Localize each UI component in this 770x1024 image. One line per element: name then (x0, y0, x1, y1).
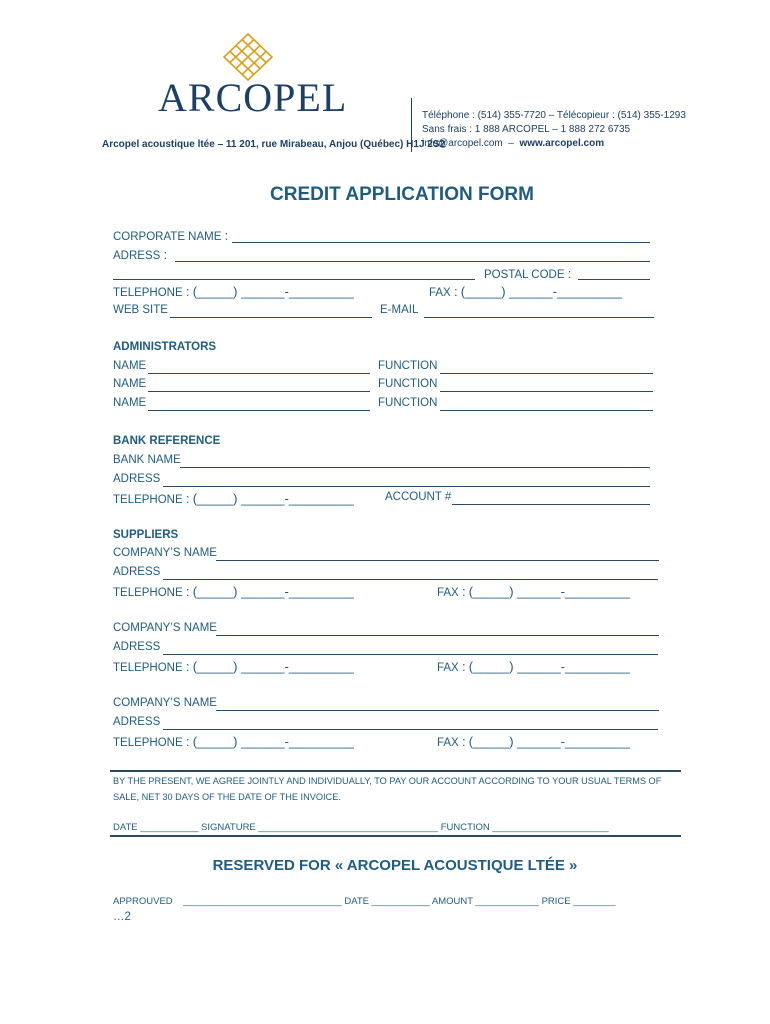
price-field[interactable]: ________ (573, 896, 616, 907)
account-label: ACCOUNT # (385, 491, 452, 503)
supplier-adress-field-2[interactable] (163, 654, 658, 655)
colon: : (461, 659, 466, 674)
signature-field[interactable]: __________________________________ (258, 822, 439, 833)
supplier-telephone-row-3 (113, 734, 354, 749)
website-link[interactable]: www.arcopel.com (519, 138, 605, 149)
admin-function-field-3[interactable] (440, 410, 653, 411)
colon: : (224, 228, 229, 243)
bank-name-label: BANK NAME (113, 454, 181, 466)
colon: : (461, 734, 466, 749)
contact-phone: Téléphone : (514) 355-7720 – Télécopieur : (514) 355-1293 (422, 110, 686, 121)
amount-label: AMOUNT (431, 896, 473, 907)
contact-separator: – (502, 138, 520, 149)
contact-tollfree: Sans frais : 1 888 ARCOPEL – 1 888 272 6735 (422, 124, 631, 135)
account-field[interactable] (452, 504, 650, 505)
supplier-adress-label-3: ADRESS (113, 716, 161, 728)
supplier-telephone-row-1 (113, 584, 354, 599)
supplier-fax-field-2[interactable]: (_____) ______-_________ (468, 659, 630, 674)
agreement-text-line-2: SALE, NET 30 DAYS OF THE DATE OF THE INVOICE. (113, 792, 341, 802)
colon: : (453, 284, 458, 299)
bank-telephone-row (113, 491, 354, 506)
website-row (113, 304, 168, 316)
contact-web (422, 138, 604, 149)
adress-row (113, 247, 167, 262)
admin-function-label-3: FUNCTION (378, 397, 438, 409)
postal-code-field[interactable] (578, 279, 650, 280)
bank-adress-label: ADRESS (113, 473, 161, 485)
website-label: WEB SITE (113, 304, 168, 316)
postal-code-label: POSTAL CODE (484, 269, 565, 281)
supplier-company-label-1: COMPANY’S NAME (113, 547, 217, 559)
suppliers-title: SUPPLIERS (113, 529, 179, 541)
supplier-adress-label-2: ADRESS (113, 641, 161, 653)
signature-row (113, 822, 609, 833)
colon: : (185, 491, 190, 506)
reserved-date-label: DATE (344, 896, 370, 907)
supplier-fax-label-3: FAX (437, 737, 459, 749)
colon: : (185, 734, 190, 749)
corporate-name-field[interactable] (232, 242, 650, 243)
admin-name-label-3: NAME (113, 397, 147, 409)
reserved-title: RESERVED FOR « ARCOPEL ACOUSTIQUE LTÉE » (212, 857, 578, 874)
email-label: E-MAIL (380, 304, 419, 316)
agreement-text-line-1: BY THE PRESENT, WE AGREE JOINTLY AND INDIVIDUALLY, TO PAY OUR ACCOUNT ACCORDING TO YOUR USUAL TERMS OF (113, 776, 662, 786)
supplier-telephone-field-1[interactable]: (_____) ______-_________ (192, 584, 354, 599)
adress-field-line-2[interactable] (113, 279, 475, 280)
colon: : (185, 659, 190, 674)
supplier-telephone-field-2[interactable]: (_____) ______-_________ (192, 659, 354, 674)
agreement-date-label: DATE (113, 822, 138, 833)
website-field[interactable] (170, 317, 372, 318)
supplier-fax-field-1[interactable]: (_____) ______-_________ (468, 584, 630, 599)
postal-code-row (484, 266, 571, 281)
bank-adress-field[interactable] (163, 486, 650, 487)
supplier-adress-field-3[interactable] (163, 729, 658, 730)
colon: : (163, 247, 168, 262)
supplier-telephone-label-1: TELEPHONE (113, 587, 183, 599)
bank-telephone-field[interactable]: (_____) ______-_________ (192, 491, 354, 506)
email-link[interactable]: info@arcopel.com (422, 138, 503, 149)
admin-name-label-1: NAME (113, 360, 147, 372)
admin-name-field-2[interactable] (148, 391, 370, 392)
fax-field[interactable]: (_____) ______-_________ (460, 284, 622, 299)
admin-name-field-3[interactable] (148, 410, 370, 411)
supplier-telephone-row-2 (113, 659, 354, 674)
corporate-name-row (113, 228, 228, 243)
adress-label: ADRESS (113, 250, 161, 262)
supplier-company-field-3[interactable] (216, 710, 659, 711)
bank-reference-title: BANK REFERENCE (113, 435, 221, 447)
admin-name-field-1[interactable] (148, 373, 370, 374)
signature-label: SIGNATURE (201, 822, 256, 833)
admin-function-label-1: FUNCTION (378, 360, 438, 372)
supplier-fax-row-2 (437, 659, 630, 674)
supplier-fax-label-2: FAX (437, 662, 459, 674)
supplier-fax-field-3[interactable]: (_____) ______-_________ (468, 734, 630, 749)
fax-label: FAX (429, 287, 451, 299)
supplier-adress-label-1: ADRESS (113, 566, 161, 578)
email-row (380, 304, 418, 316)
adress-field[interactable] (175, 261, 650, 262)
reserved-date-field[interactable]: ___________ (371, 896, 430, 907)
supplier-fax-label-1: FAX (437, 587, 459, 599)
form-title: CREDIT APPLICATION FORM (270, 184, 534, 205)
admin-name-label-2: NAME (113, 378, 147, 390)
supplier-company-field-2[interactable] (216, 635, 659, 636)
agreement-function-field[interactable]: ______________________ (492, 822, 609, 833)
colon: : (185, 584, 190, 599)
telephone-field[interactable]: (_____) ______-_________ (192, 284, 354, 299)
agreement-function-label: FUNCTION (440, 822, 490, 833)
amount-field[interactable]: ____________ (475, 896, 539, 907)
telephone-label: TELEPHONE (113, 287, 183, 299)
supplier-telephone-label-3: TELEPHONE (113, 737, 183, 749)
telephone-row (113, 284, 354, 299)
agreement-bottom-rule (110, 835, 681, 837)
admin-function-label-2: FUNCTION (378, 378, 438, 390)
header-divider (411, 98, 412, 152)
approval-row (113, 896, 616, 907)
fax-row (429, 284, 622, 299)
logo-wordmark: ARCOPEL (158, 75, 348, 120)
supplier-adress-field-1[interactable] (163, 579, 658, 580)
supplier-fax-row-3 (437, 734, 630, 749)
approuved-label: APPROUVED (113, 896, 173, 907)
agreement-date-field[interactable]: ___________ (140, 822, 199, 833)
colon: : (185, 284, 190, 299)
price-label: PRICE (541, 896, 571, 907)
supplier-company-label-3: COMPANY’S NAME (113, 697, 217, 709)
bank-name-field[interactable] (180, 467, 650, 468)
admin-function-field-2[interactable] (440, 391, 653, 392)
supplier-telephone-field-3[interactable]: (_____) ______-_________ (192, 734, 354, 749)
approuved-field[interactable]: ______________________________ (183, 896, 342, 907)
agreement-top-rule (110, 770, 681, 772)
page-marker: …2 (113, 911, 131, 923)
supplier-company-label-2: COMPANY’S NAME (113, 622, 217, 634)
bank-telephone-label: TELEPHONE (113, 494, 183, 506)
administrators-title: ADMINISTRATORS (113, 341, 217, 353)
colon: : (461, 584, 466, 599)
colon: : (567, 266, 572, 281)
supplier-company-field-1[interactable] (216, 560, 659, 561)
email-field[interactable] (424, 317, 654, 318)
admin-function-field-1[interactable] (440, 373, 653, 374)
corporate-name-label: CORPORATE NAME (113, 231, 222, 243)
company-address: Arcopel acoustique ltée – 11 201, rue Mirabeau, Anjou (Québec) H1J 2S2 (102, 139, 446, 150)
supplier-fax-row-1 (437, 584, 630, 599)
supplier-telephone-label-2: TELEPHONE (113, 662, 183, 674)
